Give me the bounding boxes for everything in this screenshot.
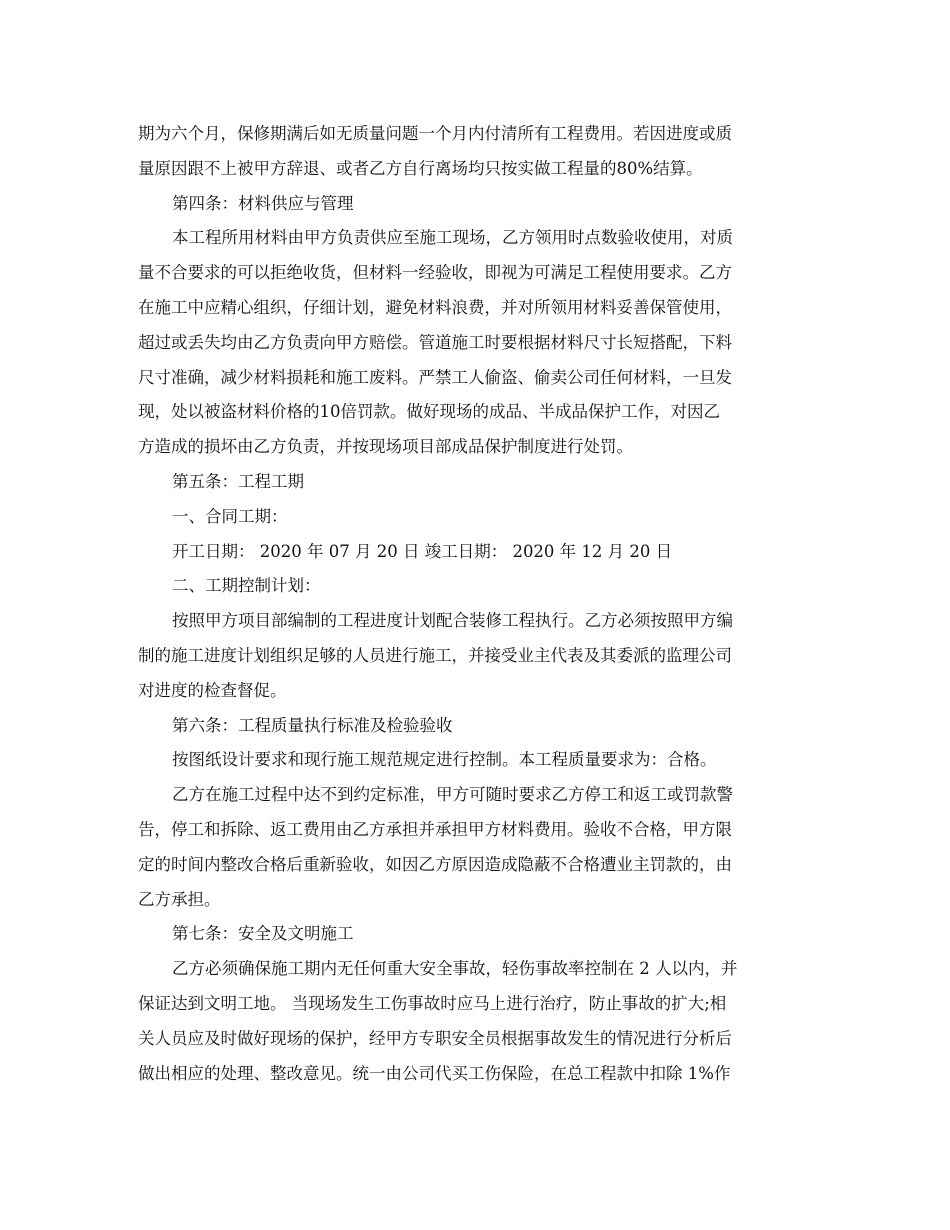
text-line: 告，停工和拆除、返工费用由乙方承担并承担甲方材料费用。验收不合格，甲方限 [138, 819, 732, 839]
text-line: 乙方必须确保施工期内无任何重大安全事故，轻伤事故率控制在 2 人以内，并 [172, 959, 738, 979]
text-line: 在施工中应精心组织，仔细计划，避免材料浪费，并对所领用材料妥善保管使用， [138, 297, 732, 317]
text-line: 一、合同工期： [172, 506, 288, 526]
text-line: 开工日期： 2020 年 07 月 20 日 竣工日期： 2020 年 12 月 20 日 [172, 541, 673, 561]
text-line: 关人员应及时做好现场的保护，经甲方专职安全员根据事故发生的情况进行分析后 [138, 1028, 732, 1048]
text-line: 尺寸准确，减少材料损耗和施工废料。严禁工人偷盗、偷卖公司任何材料，一旦发 [138, 367, 732, 387]
text-line: 方造成的损坏由乙方负责，并按现场项目部成品保护制度进行处罚。 [138, 437, 633, 457]
text-line: 第四条：材料供应与管理 [172, 193, 354, 213]
text-line: 期为六个月，保修期满后如无质量问题一个月内付清所有工程费用。若因进度或质 [138, 124, 732, 143]
text-line: 本工程所用材料由甲方负责供应至施工现场，乙方领用时点数验收使用，对质 [172, 228, 733, 248]
text-line: 定的时间内整改合格后重新验收，如因乙方原因造成隐蔽不合格遭业主罚款的，由 [138, 854, 732, 874]
text-line: 现，处以被盗材料价格的10倍罚款。做好现场的成品、半成品保护工作，对因乙 [138, 402, 720, 422]
text-line: 第五条：工程工期 [172, 471, 304, 491]
text-line: 二、工期控制计划： [172, 576, 321, 596]
text-line: 第六条：工程质量执行标准及检验验收 [172, 715, 453, 735]
text-line: 按图纸设计要求和现行施工规范规定进行控制。本工程质量要求为：合格。 [172, 750, 717, 770]
text-line: 对进度的检查督促。 [138, 680, 287, 700]
text-line: 量原因跟不上被甲方辞退、或者乙方自行离场均只按实做工程量的80%结算。 [138, 158, 703, 178]
document-body [138, 117, 818, 1091]
text-line: 超过或丢失均由乙方负责向甲方赔偿。管道施工时要根据材料尺寸长短搭配，下料 [138, 332, 732, 352]
text-line: 乙方承担。 [138, 889, 221, 909]
text-line: 量不合要求的可以拒绝收货，但材料一经验收，即视为可满足工程使用要求。乙方 [138, 263, 732, 283]
text-line: 制的施工进度计划组织足够的人员进行施工，并接受业主代表及其委派的监理公司 [138, 645, 732, 665]
text-line: 保证达到文明工地。 当现场发生工伤事故时应马上进行治疗，防止事故的扩大;相 [138, 993, 727, 1013]
text-line: 按照甲方项目部编制的工程进度计划配合装修工程执行。乙方必须按照甲方编 [172, 611, 733, 631]
text-line: 做出相应的处理、整改意见。统一由公司代买工伤保险，在总工程款中扣除 1%作 [138, 1063, 731, 1083]
text-line: 第七条：安全及文明施工 [172, 924, 354, 944]
text-line: 乙方在施工过程中达不到约定标准，甲方可随时要求乙方停工和返工或罚款警 [172, 785, 733, 805]
